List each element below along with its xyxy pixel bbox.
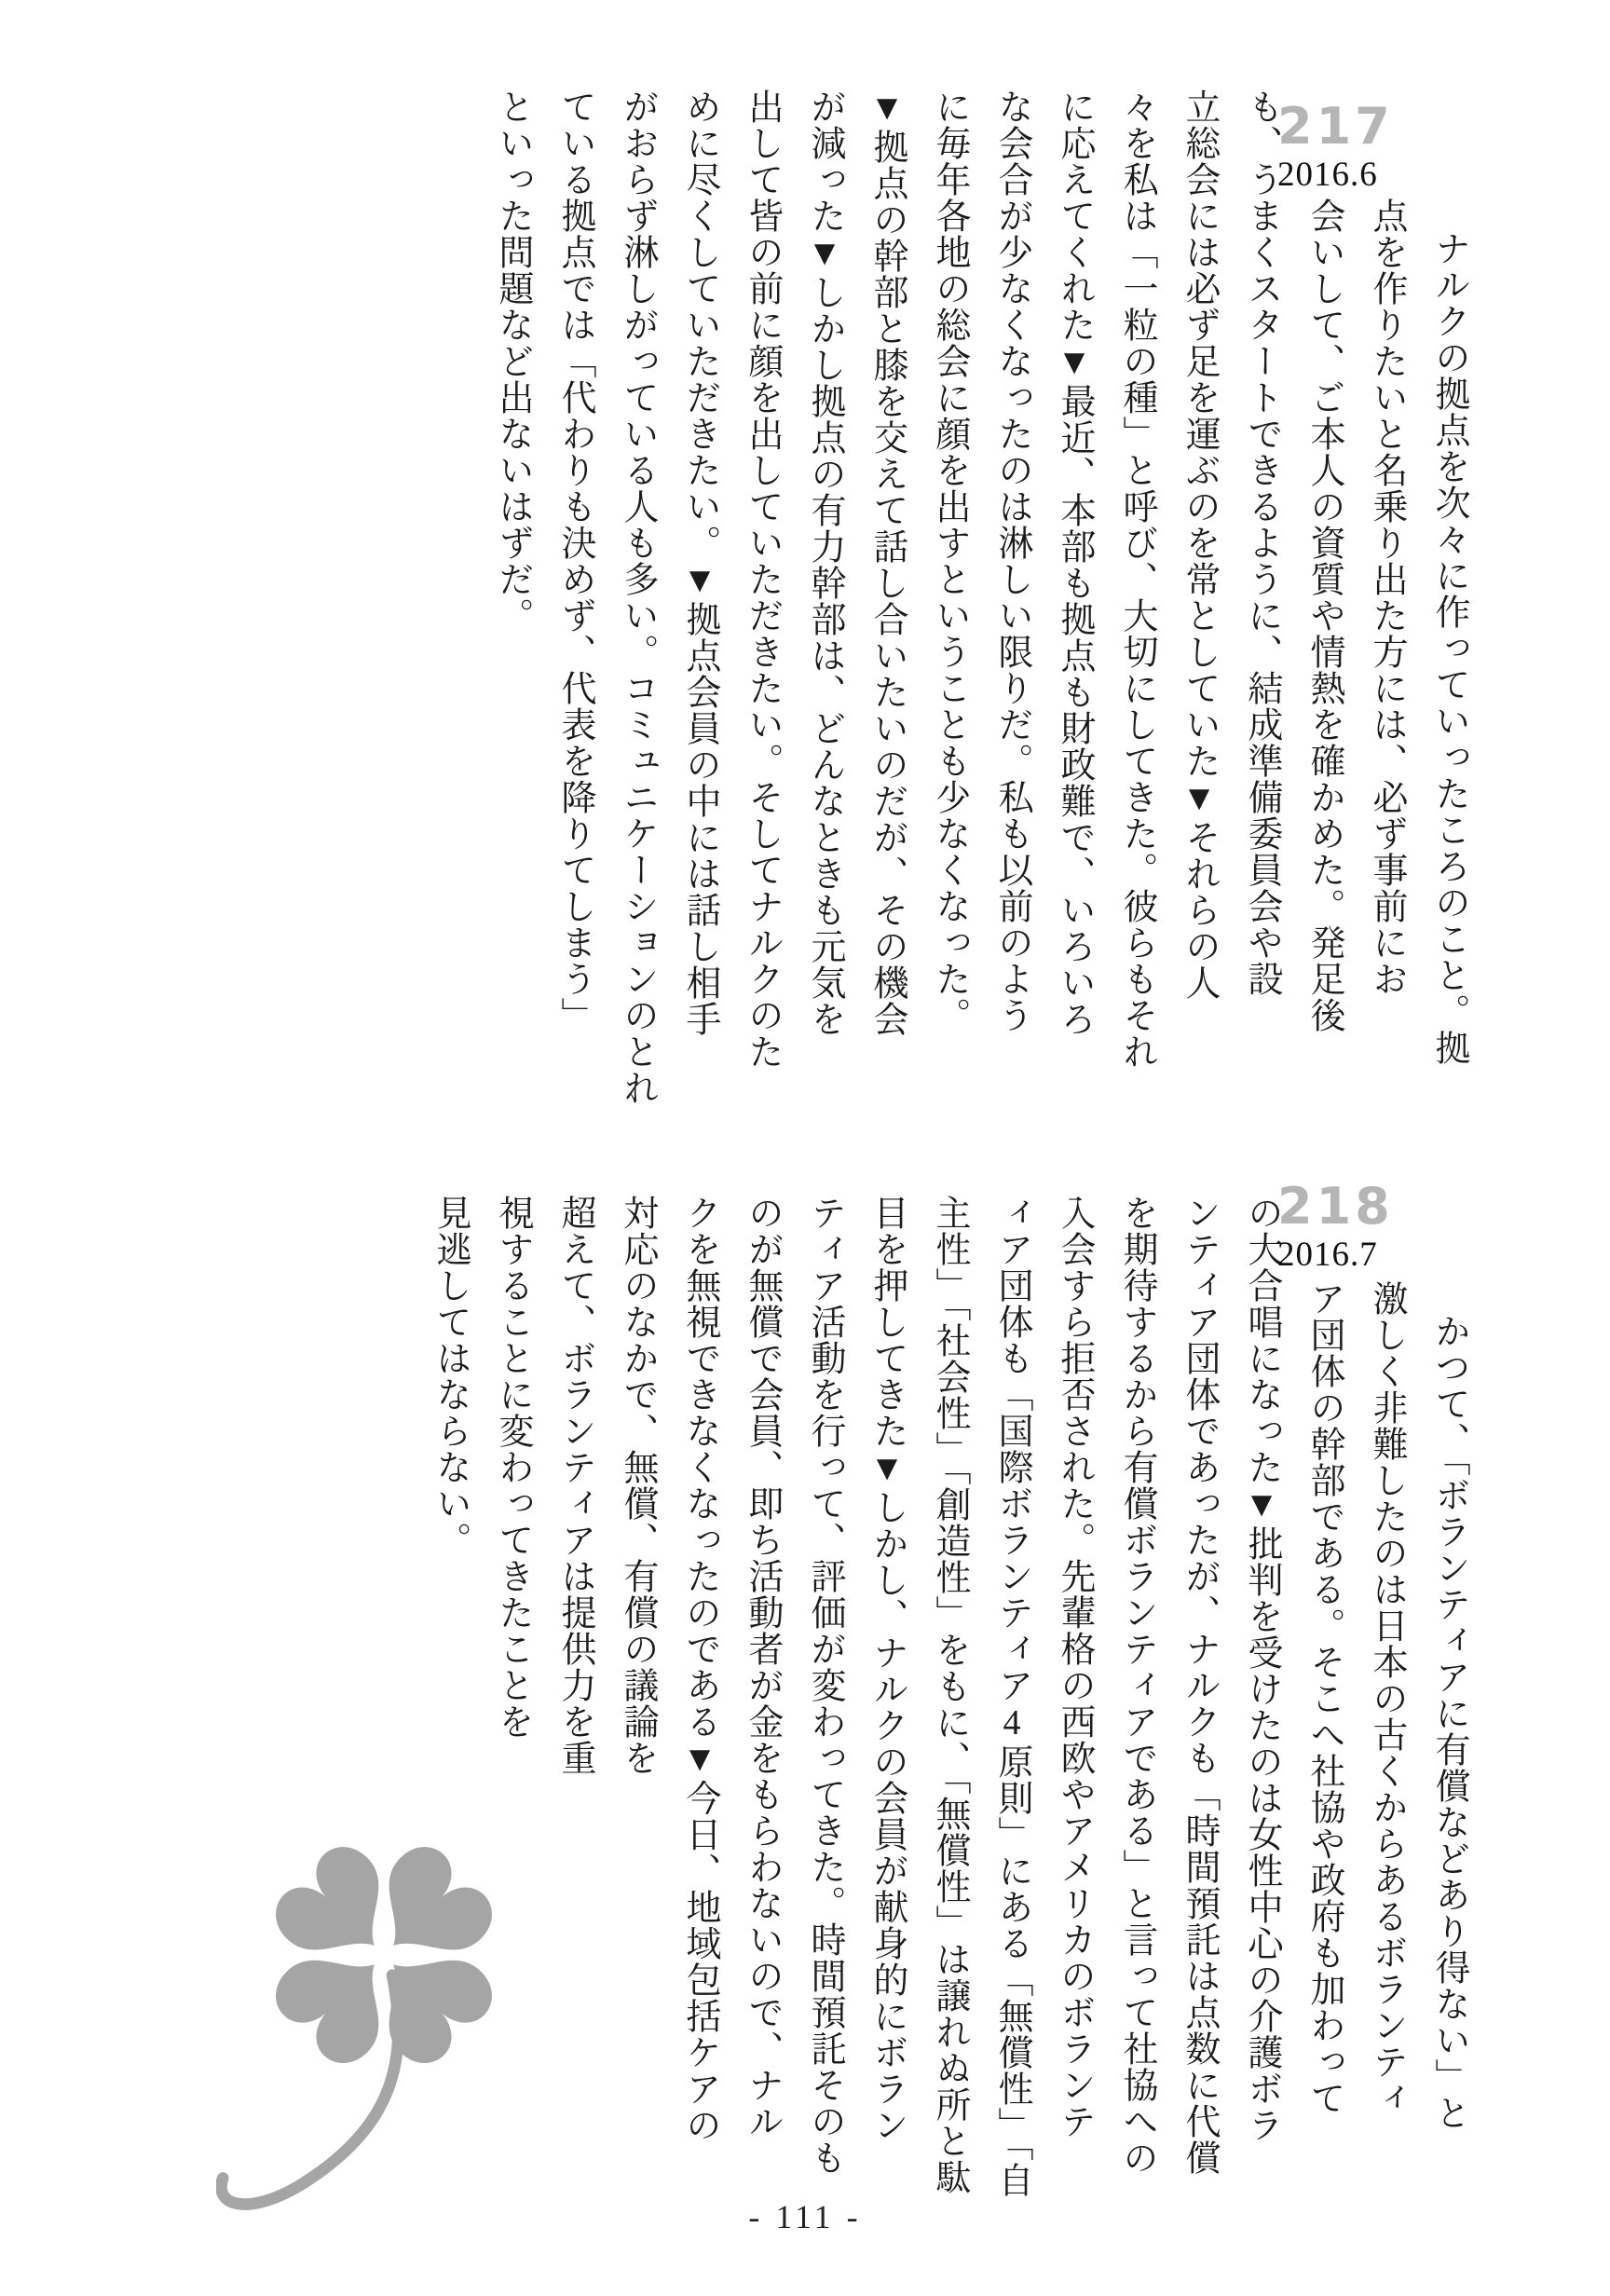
- text-column: 出して皆の前に顔を出していただきたい。そしてナルクのた: [743, 89, 782, 1070]
- text-column: クを無視できなくなったのである▼今日、地域包括ケアの: [680, 1195, 719, 2143]
- section-218-header: [1277, 1177, 1417, 1275]
- clover-icon: [216, 1787, 552, 2230]
- text-column: が減った▼しかし拠点の有力幹部は、どんなときも元気を: [805, 89, 844, 1037]
- text-column: を期待するから有償ボランティアである」と言って社協への: [1117, 1195, 1156, 2176]
- section-217-text: [481, 89, 1480, 1106]
- text-column: 激しく非難したのは日本の古くからあるボランティ: [1367, 1280, 1406, 2116]
- section-217: [481, 89, 1480, 1106]
- text-column: 々を私は「一粒の種」と呼び、大切にしてきた。彼らもそれ: [1117, 89, 1156, 1070]
- text-column: 超えて、ボランティアは提供力を重: [555, 1195, 594, 1776]
- section-218-text: [418, 1195, 1480, 2198]
- text-column: 立総会には必ず足を運ぶのを常としていた▼それらの人: [1180, 89, 1219, 1001]
- text-column: 点を作りたいと名乗り出た方には、必ず事前にお: [1367, 198, 1406, 997]
- text-column: かつて、「ボランティアに有償などあり得ない」と: [1429, 1313, 1468, 2131]
- text-column: といった問題など出ないはずだ。: [493, 89, 532, 634]
- text-column: 入会すら拒否された。先輩格の西欧やアメリカのボランテ: [1055, 1195, 1094, 2139]
- text-column: 対応のなかで、無償、有償の議論を: [618, 1195, 657, 1776]
- text-column: 見逃してはならない。: [430, 1195, 470, 1558]
- section-date: 2016.6: [1277, 156, 1378, 194]
- text-column: も、うまくスタートできるように、結成準備委員会や設: [1242, 89, 1281, 997]
- text-column: に応えてくれた▼最近、本部も拠点も財政難で、いろいろ: [1055, 89, 1094, 1037]
- text-column: がおらず淋しがっている人も多い。コミュニケーションのとれ: [618, 89, 657, 1106]
- text-column: のが無償で会員、即ち活動者が金をもらわないので、ナル: [743, 1195, 782, 2139]
- text-column: 会いして、ご本人の資質や情熱を確かめた。発足後: [1304, 198, 1344, 1033]
- text-column: ア団体の幹部である。そこへ社協や政府も加わって: [1304, 1280, 1344, 2116]
- text-column: な会合が少なくなったのは淋しい限りだ。私も以前のよう: [992, 89, 1031, 1033]
- section-number: 218: [1277, 1177, 1394, 1236]
- text-column: に毎年各地の総会に顔を出すということも少なくなった。: [930, 89, 969, 1033]
- text-column: ナルクの拠点を次々に作っていったころのこと。拠: [1429, 230, 1468, 1066]
- text-column: ている拠点では「代わりも決めず、代表を降りてしまう」: [555, 89, 594, 1033]
- text-column: の大合唱になった▼批判を受けたのは女性中心の介護ボラ: [1242, 1195, 1281, 2143]
- text-column: 目を押してきた▼しかし、ナルクの会員が献身的にボラン: [867, 1195, 907, 2143]
- section-number: 217: [1277, 97, 1394, 156]
- text-column: 視することに変わってきたことを: [493, 1195, 532, 1740]
- section-218: [418, 1177, 1480, 2198]
- text-column: 主性」「社会性」「創造性」をもに、「無償性」は譲れぬ所と駄: [930, 1195, 969, 2195]
- text-column: ▼拠点の幹部と膝を交えて話し合いたいのだが、その機会: [867, 89, 907, 1037]
- page-number: - 111 -: [748, 2198, 862, 2235]
- section-217-header: [1277, 97, 1417, 195]
- section-date: 2016.7: [1277, 1236, 1378, 1274]
- text-column: ティア活動を行って、評価が変わってきた。時間預託そのも: [805, 1195, 844, 2176]
- text-column: ンティア団体であったが、ナルクも「時間預託は点数に代償: [1180, 1195, 1219, 2176]
- text-column: ィア団体も「国際ボランティア4原則」にある「無償性」「自: [992, 1195, 1031, 2198]
- text-column: めに尽くしていただきたい。▼拠点会員の中には話し相手: [680, 89, 719, 1037]
